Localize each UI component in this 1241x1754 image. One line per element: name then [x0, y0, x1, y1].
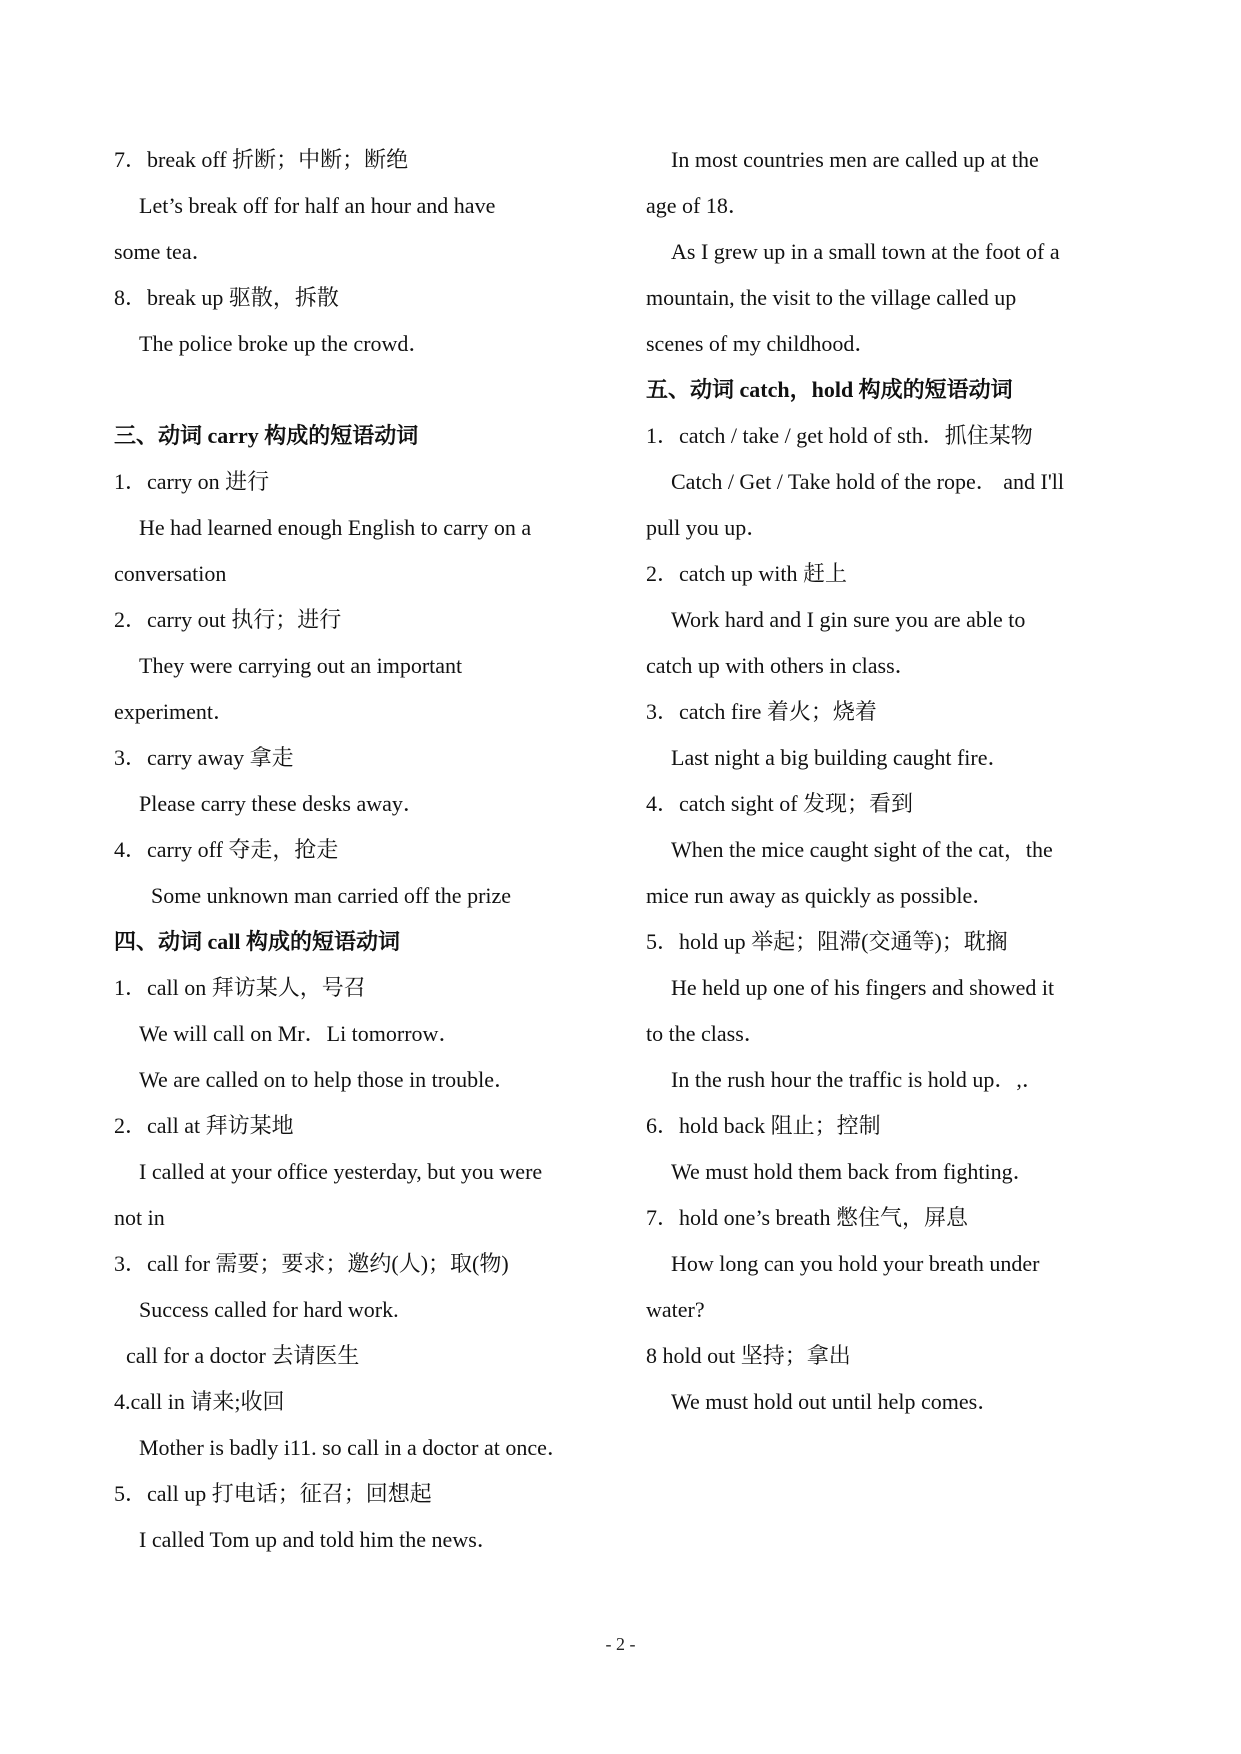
phrase-item: 5．hold up 举起；阻滞(交通等)；耽搁: [646, 929, 1008, 954]
page-number: - 2 -: [605, 1634, 636, 1654]
phrase-item: 1．catch / take / get hold of sth．抓住某物: [646, 423, 1033, 448]
phrase-item: 5．call up 打电话；征召；回想起: [114, 1481, 432, 1506]
section-heading: 五、动词 catch，hold 构成的短语动词: [646, 377, 1013, 402]
section-heading: 三、动词 carry 构成的短语动词: [114, 423, 419, 448]
example-sentence: He had learned enough English to carry on a: [139, 515, 532, 540]
sentence-continuation: not in: [114, 1205, 165, 1230]
example-sentence: Some unknown man carried off the prize: [151, 883, 512, 908]
sentence-continuation: mountain, the visit to the village called up: [646, 285, 1017, 310]
example-sentence: In most countries men are called up at the: [671, 147, 1039, 172]
sentence-continuation: age of 18．: [646, 193, 750, 218]
example-sentence: Success called for hard work.: [139, 1297, 399, 1322]
example-sentence: I called Tom up and told him the news．: [139, 1527, 499, 1552]
phrase-item: 3．carry away 拿走: [114, 745, 294, 770]
example-sentence: I called at your office yesterday, but you were: [139, 1159, 543, 1184]
example-sentence: call for a doctor 去请医生: [126, 1343, 360, 1368]
left-column: [114, 140, 614, 1566]
phrase-item: 8．break up 驱散，拆散: [114, 285, 339, 310]
example-sentence: Catch / Get / Take hold of the rope． and I'll: [671, 469, 1065, 494]
right-column: [646, 140, 1151, 1428]
example-sentence: When the mice caught sight of the cat，the: [671, 837, 1053, 862]
phrase-item: 7．break off 折断；中断；断绝: [114, 147, 409, 172]
example-sentence: We are called on to help those in trouble．: [139, 1067, 516, 1092]
example-sentence: Mother is badly i11. so call in a doctor at once．: [139, 1435, 569, 1460]
phrase-item: 2．catch up with 赶上: [646, 561, 848, 586]
sentence-continuation: water?: [646, 1297, 705, 1322]
phrase-item: 2．carry out 执行；进行: [114, 607, 342, 632]
phrase-item: 1．call on 拜访某人，号召: [114, 975, 366, 1000]
example-sentence: Let’s break off for half an hour and have: [139, 193, 496, 218]
phrase-item: 1．carry on 进行: [114, 469, 270, 494]
example-sentence: Last night a big building caught fire．: [671, 745, 1010, 770]
sentence-continuation: to the class．: [646, 1021, 766, 1046]
sentence-continuation: conversation: [114, 561, 227, 586]
phrase-item: 7．hold one’s breath 憋住气，屏息: [646, 1205, 969, 1230]
example-sentence: As I grew up in a small town at the foot of a: [671, 239, 1060, 264]
example-sentence: They were carrying out an important: [139, 653, 463, 678]
example-sentence: He held up one of his fingers and showed it: [671, 975, 1055, 1000]
sentence-continuation: pull you up．: [646, 515, 769, 540]
sentence-continuation: experiment．: [114, 699, 235, 724]
example-sentence: We must hold them back from fighting．: [671, 1159, 1035, 1184]
phrase-item: 2．call at 拜访某地: [114, 1113, 294, 1138]
phrase-item: 4．catch sight of 发现；看到: [646, 791, 914, 816]
phrase-item: 4.call in 请来;收回: [114, 1389, 285, 1414]
blank-line: [114, 370, 614, 416]
sentence-continuation: catch up with others in class．: [646, 653, 917, 678]
phrase-item: 8 hold out 坚持；拿出: [646, 1343, 851, 1368]
example-sentence: We must hold out until help comes．: [671, 1389, 1000, 1414]
phrase-item: 3．call for 需要；要求；邀约(人)；取(物): [114, 1251, 509, 1276]
example-sentence: How long can you hold your breath under: [671, 1251, 1040, 1276]
example-sentence: Please carry these desks away．: [139, 791, 425, 816]
phrase-item: 6．hold back 阻止；控制: [646, 1113, 881, 1138]
phrase-item: 3．catch fire 着火；烧着: [646, 699, 877, 724]
section-heading: 四、动词 call 构成的短语动词: [114, 929, 400, 954]
example-sentence: The police broke up the crowd．: [139, 331, 431, 356]
example-sentence: In the rush hour the traffic is hold up．,．: [671, 1067, 1044, 1092]
example-sentence: We will call on Mr．Li tomorrow．: [139, 1021, 461, 1046]
sentence-continuation: scenes of my childhood．: [646, 331, 877, 356]
sentence-continuation: mice run away as quickly as possible．: [646, 883, 995, 908]
phrase-item: 4．carry off 夺走，抢走: [114, 837, 339, 862]
example-sentence: Work hard and I gin sure you are able to: [671, 607, 1026, 632]
sentence-continuation: some tea．: [114, 239, 214, 264]
